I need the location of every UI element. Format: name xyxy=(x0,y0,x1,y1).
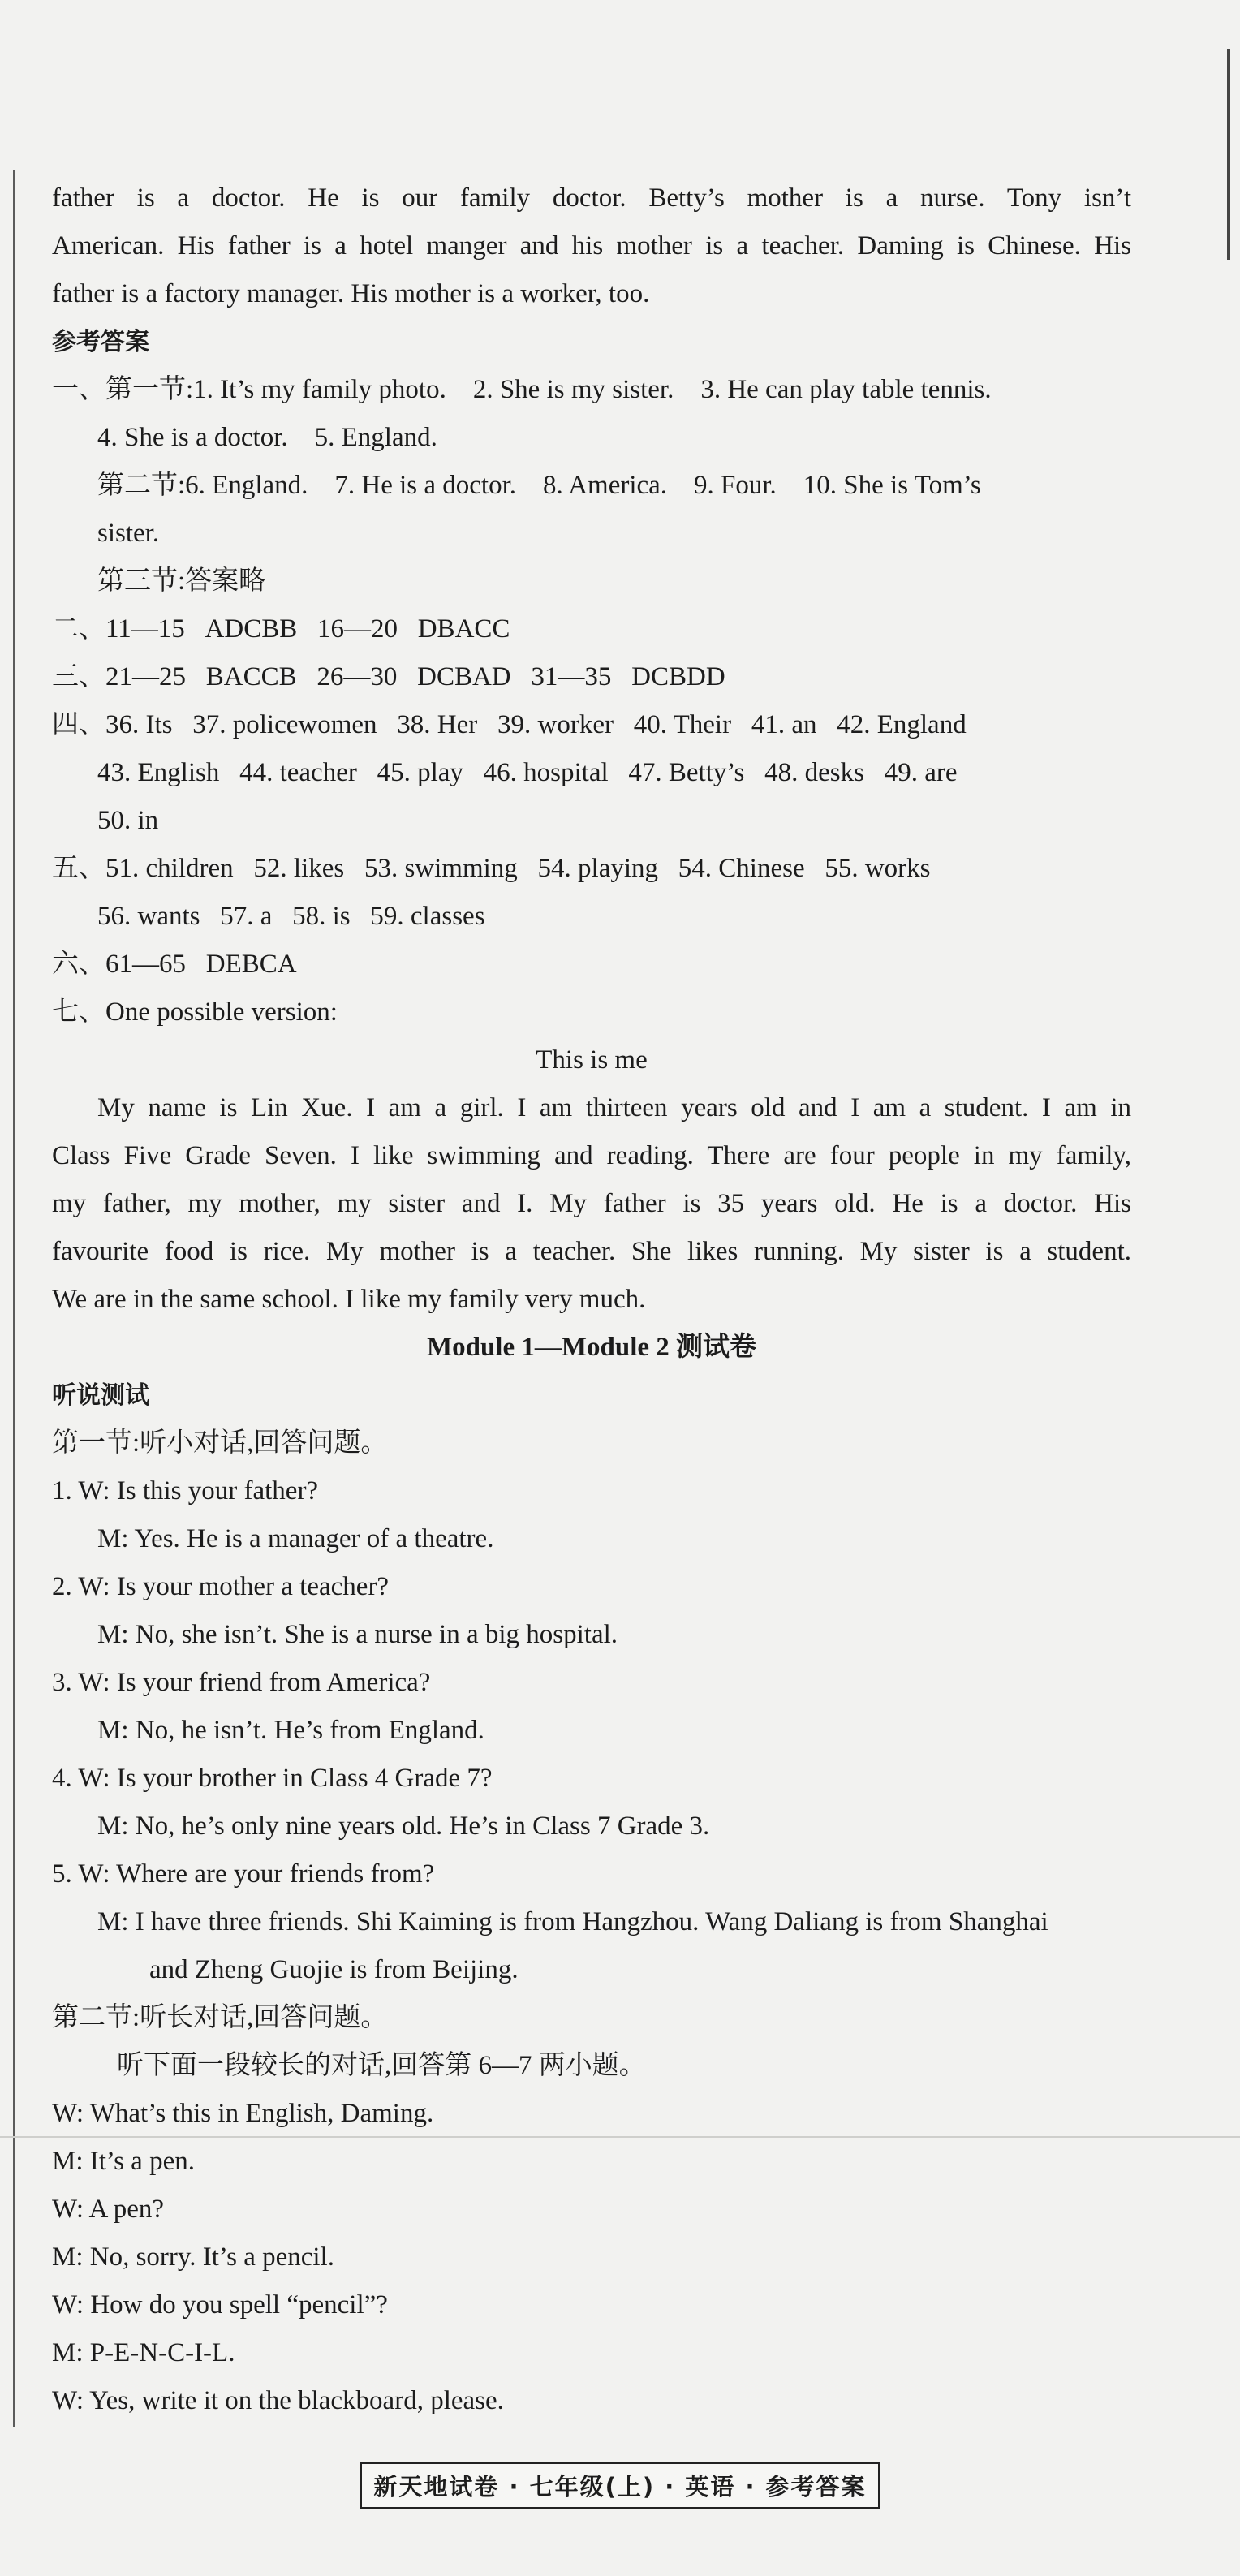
answer-line: 一、第一节:1. It’s my family photo. 2. She is my sister. 3. He can play table tennis. xyxy=(52,375,992,404)
passage-line: father is a factory manager. His mother is a worker, too. xyxy=(52,279,650,308)
page-binding-mark xyxy=(1227,49,1230,260)
listening-line: M: No, he isn’t. He’s from England. xyxy=(97,1716,484,1745)
answer-line: 43. English 44. teacher 45. play 46. hospital 47. Betty’s 48. desks 49. are xyxy=(97,758,958,787)
essay-line: favourite food is rice. My mother is a teacher. She likes running. My sister is a student. xyxy=(52,1237,1131,1266)
listening-line: M: It’s a pen. xyxy=(52,2147,195,2176)
essay-line: We are in the same school. I like my family very much. xyxy=(52,1285,646,1314)
listening-line: M: No, sorry. It’s a pencil. xyxy=(52,2242,334,2272)
document-body xyxy=(52,174,1131,2425)
answer-line: 四、36. Its 37. policewomen 38. Her 39. worker 40. Their 41. an 42. England xyxy=(52,710,967,739)
answer-line: 第三节:答案略 xyxy=(97,566,266,596)
listening-line: M: P-E-N-C-I-L. xyxy=(52,2338,235,2367)
answer-line: sister. xyxy=(97,519,160,548)
listening-line: W: Yes, write it on the blackboard, please. xyxy=(52,2386,504,2415)
answer-line: 七、One possible version: xyxy=(52,997,338,1027)
listening-line: M: Yes. He is a manager of a theatre. xyxy=(97,1524,494,1553)
listening-line: 听下面一段较长的对话,回答第 6—7 两小题。 xyxy=(117,2051,646,2080)
listening-line: M: No, he’s only nine years old. He’s in Class 7 Grade 3. xyxy=(97,1811,710,1841)
listening-line: 5. W: Where are your friends from? xyxy=(52,1859,435,1889)
answer-line: 六、61—65 DEBCA xyxy=(52,950,297,979)
listening-line: 第一节:听小对话,回答问题。 xyxy=(52,1428,388,1458)
essay-line: Class Five Grade Seven. I like swimming and reading. There are four people in my family, xyxy=(52,1141,1131,1170)
section-title: Module 1—Module 2 测试卷 xyxy=(426,1333,757,1362)
listening-line: 4. W: Is your brother in Class 4 Grade 7? xyxy=(52,1764,493,1793)
listening-line: M: No, she isn’t. She is a nurse in a big hospital. xyxy=(97,1620,618,1649)
listening-line: W: How do you spell “pencil”? xyxy=(52,2290,388,2320)
listening-line: W: A pen? xyxy=(52,2195,165,2224)
essay-title: This is me xyxy=(536,1045,648,1075)
listening-line: 3. W: Is your friend from America? xyxy=(52,1668,431,1697)
answer-line: 4. She is a doctor. 5. England. xyxy=(97,423,437,452)
listening-line: 2. W: Is your mother a teacher? xyxy=(52,1572,390,1601)
footer-label: 新天地试卷 · 七年级(上) · 英语 · 参考答案 xyxy=(360,2462,879,2509)
page-edge-shadow xyxy=(13,170,15,2427)
listening-line: 第二节:听长对话,回答问题。 xyxy=(52,2003,388,2032)
listening-line: M: I have three friends. Shi Kaiming is from Hangzhou. Wang Daliang is from Shanghai xyxy=(97,1907,1048,1936)
listening-line: and Zheng Guojie is from Beijing. xyxy=(149,1955,519,1984)
passage-line: father is a doctor. He is our family doctor. Betty’s mother is a nurse. Tony isn’t xyxy=(52,183,1131,213)
answer-line: 第二节:6. England. 7. He is a doctor. 8. America. 9. Four. 10. She is Tom’s xyxy=(97,471,981,500)
listening-line: 1. W: Is this your father? xyxy=(52,1476,319,1506)
page-footer xyxy=(0,2462,1240,2509)
answer-line: 56. wants 57. a 58. is 59. classes xyxy=(97,902,485,931)
essay-line: My name is Lin Xue. I am a girl. I am thirteen years old and I am a student. I am in xyxy=(97,1093,1131,1122)
answer-line: 50. in xyxy=(97,806,159,835)
essay-line: my father, my mother, my sister and I. My father is 35 years old. He is a doctor. His xyxy=(52,1189,1131,1218)
listening-heading: 听说测试 xyxy=(52,1381,149,1410)
answer-line: 三、21—25 BACCB 26—30 DCBAD 31—35 DCBDD xyxy=(52,662,725,691)
answer-line: 五、51. children 52. likes 53. swimming 54. playing 54. Chinese 55. works xyxy=(52,854,931,883)
listening-line: W: What’s this in English, Daming. xyxy=(52,2099,434,2128)
passage-line: American. His father is a hotel manger and his mother is a teacher. Daming is Chinese. His xyxy=(52,231,1131,261)
answers-heading: 参考答案 xyxy=(52,328,149,356)
answer-line: 二、11—15 ADCBB 16—20 DBACC xyxy=(52,614,510,644)
